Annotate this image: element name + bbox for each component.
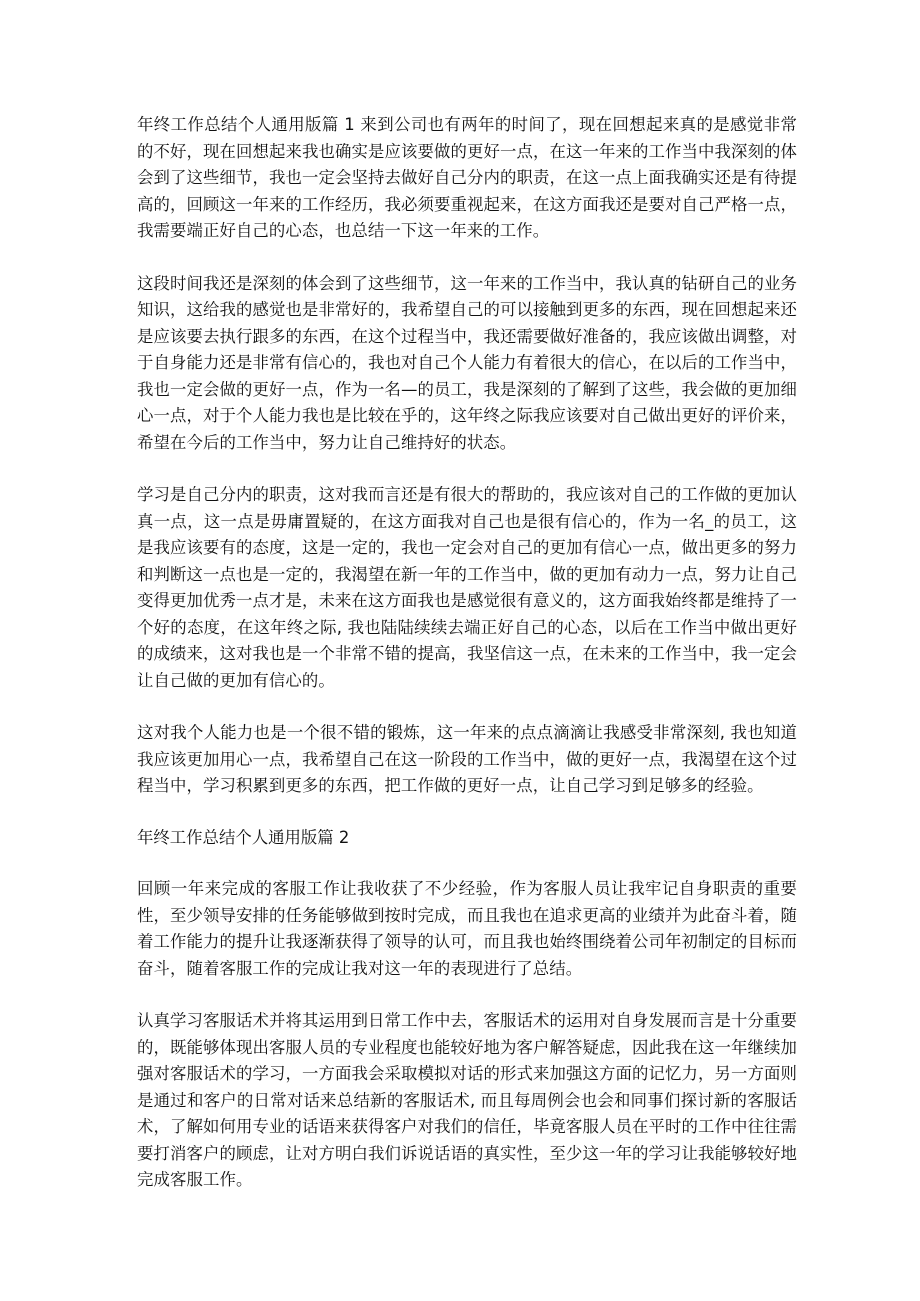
paragraph-6: 认真学习客服话术并将其运用到日常工作中去，客服话术的运用对自身发展而言是十分重要的，既能够体现出客服人员的专业程度也能较好地为客户解答疑虑，因此我在这一年继续加强对客服话术的学习，一方面我会采取模拟对话的形式来加强这方面的记忆力，另一方面则是通过和客户的日常对话来总结新的客服话术, 而且每周例会也会和同事们探讨新的客服话术，了解如何用专业的话语来获得客户对我们的信任，毕竟客服人员在平时的工作中往往需要打消客户的顾虑，让对方明白我们诉说话语的真实性，至少这一年的学习让我能够较好地完成客服工作。 [137, 1011, 797, 1189]
paragraph-1: 年终工作总结个人通用版篇 1 来到公司也有两年的时间了，现在回想起来真的是感觉非常的不好，现在回想起来我也确实是应该要做的更好一点，在这一年来的工作当中我深刻的体会到了这些细节，我也一定会坚持去做好自己分内的职责，在这一点上面我确实还是有待提高的，回顾这一年来的工作经历，我必须要重视起来，在这方面我还是要对自己严格一点，我需要端正好自己的心态，也总结一下这一年来的工作。 [137, 115, 797, 240]
document-body [137, 112, 797, 1194]
paragraph-3: 学习是自己分内的职责，这对我而言还是有很大的帮助的，我应该对自己的工作做的更加认真一点，这一点是毋庸置疑的，在这方面我对自己也是很有信心的，作为一名_的员工，这是我应该要有的态度，这是一定的，我也一定会对自己的更加有信心一点，做出更多的努力和判断这一点也是一定的，我渴望在新一年的工作当中，做的更加有动力一点，努力让自己变得更加优秀一点才是，未来在这方面我也是感觉很有意义的，这方面我始终都是维持了一个好的态度，在这年终之际, 我也陆陆续续去端正好自己的心态，以后在工作当中做出更好的成绩来，这对我也是一个非常不错的提高，我坚信这一点，在未来的工作当中，我一定会让自己做的更加有信心的。 [137, 485, 797, 690]
section-heading-2: 年终工作总结个人通用版篇 2 [137, 827, 350, 847]
paragraph-2: 这段时间我还是深刻的体会到了这些细节，这一年来的工作当中，我认真的钻研自己的业务知识，这给我的感觉也是非常好的，我希望自己的可以接触到更多的东西，现在回想起来还是应该要去执行跟多的东西，在这个过程当中，我还需要做好准备的，我应该做出调整，对于自身能力还是非常有信心的，我也对自己个人能力有着很大的信心，在以后的工作当中，我也一定会做的更好一点，作为一名—的员工，我是深刻的了解到了这些，我会做的更加细心一点，对于个人能力我也是比较在乎的，这年终之际我应该要对自己做出更好的评价来，希望在今后的工作当中，努力让自己维持好的状态。 [137, 273, 797, 452]
paragraph-4: 这对我个人能力也是一个很不错的锻炼，这一年来的点点滴滴让我感受非常深刻, 我也知道我应该更加用心一点，我希望自己在这一阶段的工作当中，做的更好一点，我渴望在这个过程当中，学习积累到更多的东西，把工作做的更好一点，让自己学习到足够多的经验。 [137, 723, 797, 795]
paragraph-5: 回顾一年来完成的客服工作让我收获了不少经验，作为客服人员让我牢记自身职责的重要性，至少领导安排的任务能够做到按时完成，而且我也在追求更高的业绩并为此奋斗着，随着工作能力的提升让我逐渐获得了领导的认可，而且我也始终围绕着公司年初制定的目标而奋斗，随着客服工作的完成让我对这一年的表现进行了总结。 [137, 879, 797, 978]
